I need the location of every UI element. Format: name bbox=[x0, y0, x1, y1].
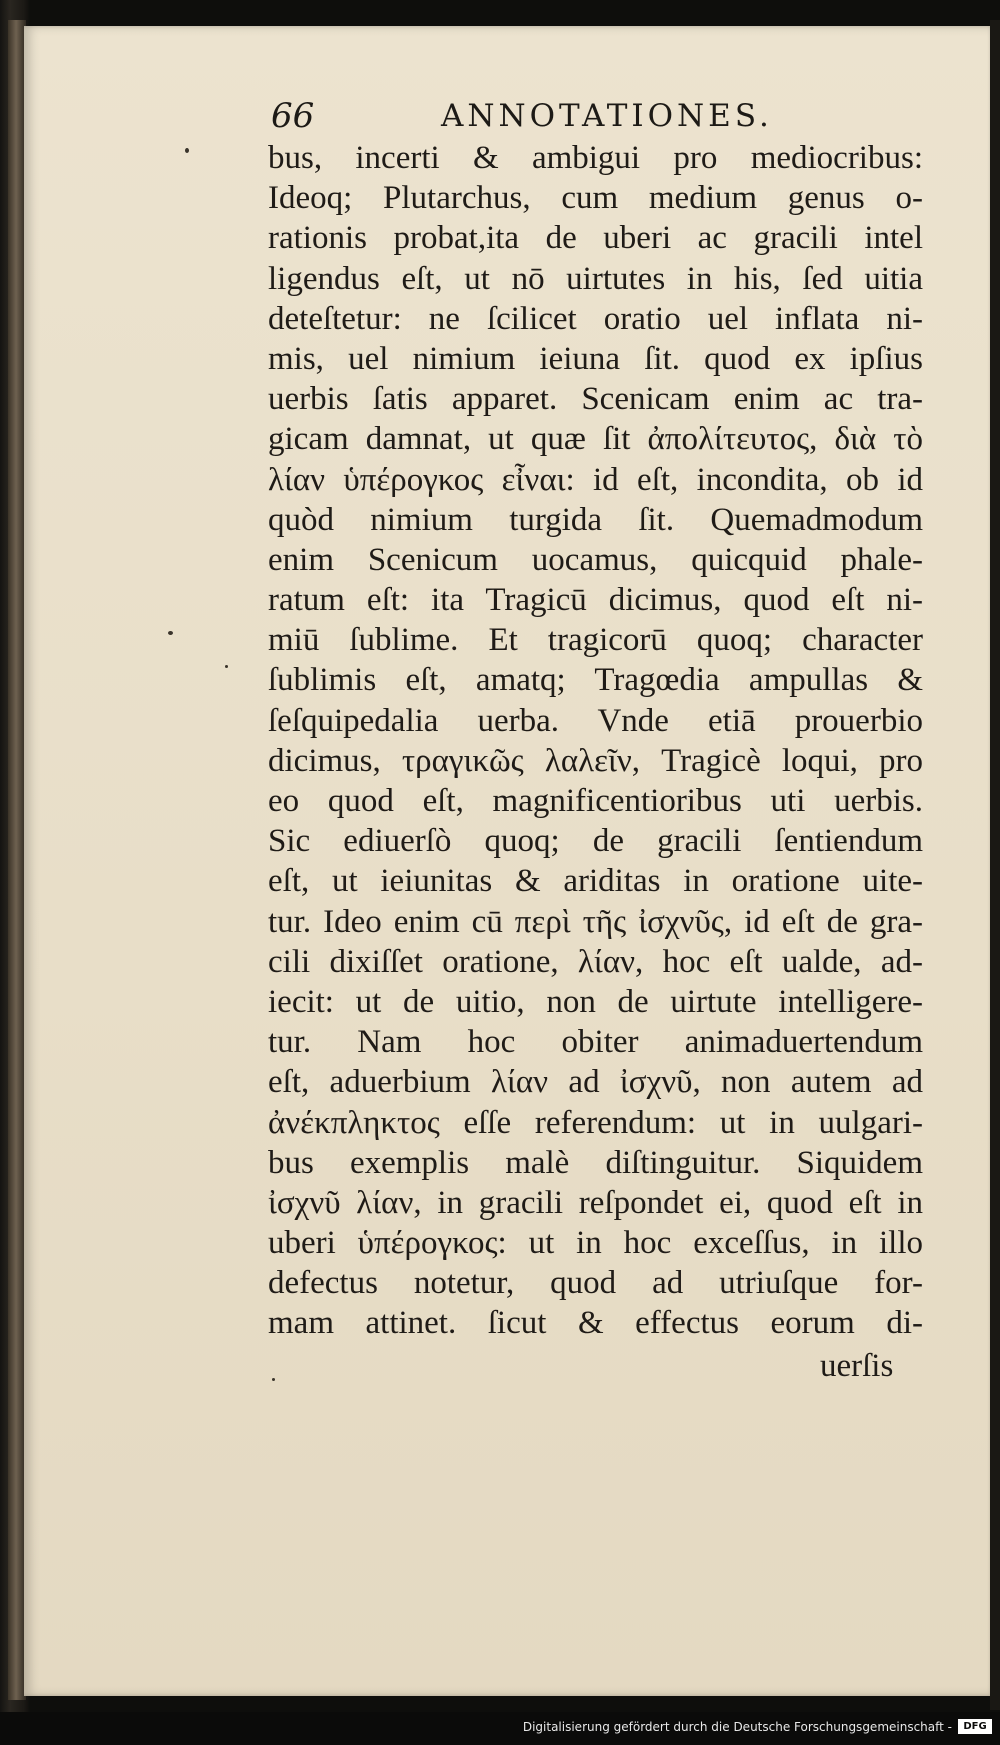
text-line: Ideoq; Plutarchus, cum medium genus o- bbox=[268, 180, 923, 217]
text-line: ἀνέκπληκτος eſſe referendum: ut in uulgari- bbox=[268, 1104, 923, 1141]
text-line: cili dixiſſet oratione, λίαν, hoc eſt ualde, ad- bbox=[268, 943, 923, 980]
text-line: ἰσχνῦ λίαν, in gracili reſpondet ei, quod eſt in bbox=[268, 1184, 923, 1221]
text-line: bus exemplis malè diſtinguitur. Siquidem bbox=[268, 1144, 923, 1181]
text-line: ſublimis eſt, amatq; Tragœdia ampullas & bbox=[268, 662, 923, 699]
text-line: dicimus, τραγικῶς λαλεῖν, Tragicè loqui, pro bbox=[268, 742, 923, 779]
text-line: Sic ediuerſò quoq; de gracili ſentiendum bbox=[268, 823, 923, 860]
text-line: quòd nimium turgida ſit. Quemadmodum bbox=[268, 501, 923, 538]
text-line: tur. Ideo enim cū περὶ τῆς ἰσχνῦς, id eſt de gra- bbox=[268, 903, 923, 940]
text-line: iecit: ut de uitio, non de uirtute intelligere- bbox=[268, 983, 923, 1020]
text-line: gicam damnat, ut quæ ſit ἀπολίτευτος, διὰ τὸ bbox=[268, 421, 923, 458]
text-line: tur. Nam hoc obiter animaduertendum bbox=[268, 1024, 923, 1061]
text-line: defectus notetur, quod ad utriuſque for- bbox=[268, 1265, 923, 1302]
footer-credit: Digitalisierung gefördert durch die Deutsche Forschungsgemeinschaft - bbox=[522, 1720, 952, 1734]
text-line: ligendus eſt, ut nō uirtutes in his, ſed uitia bbox=[268, 260, 923, 297]
page-right-edge bbox=[990, 20, 1000, 1710]
text-line: ſeſquipedalia uerba. Vnde etiā prouerbio bbox=[268, 702, 923, 739]
dfg-logo: DFG bbox=[958, 1719, 992, 1734]
page-number: 66 bbox=[271, 96, 315, 136]
text-line: uberi ὑπέρογκος: ut in hoc exceſſus, in illo bbox=[268, 1225, 923, 1262]
page-speck bbox=[225, 665, 228, 668]
text-line: eſt, aduerbium λίαν ad ἰσχνῦ, non autem ad bbox=[268, 1064, 923, 1101]
text-line: enim Scenicum uocamus, quicquid phale- bbox=[268, 541, 923, 578]
running-head bbox=[271, 96, 791, 140]
text-line: miū ſublime. Et tragicorū quoq; character bbox=[268, 622, 923, 659]
catchword: uerſis bbox=[820, 1348, 894, 1384]
text-line: mam attinet. ſicut & effectus eorum di- bbox=[268, 1305, 923, 1342]
text-line: uerbis ſatis apparet. Scenicam enim ac tra- bbox=[268, 381, 923, 418]
text-line: eſt, ut ieiunitas & ariditas in oratione uite- bbox=[268, 863, 923, 900]
page-speck bbox=[168, 631, 173, 635]
page-speck bbox=[272, 1378, 275, 1381]
running-head-title: ANNOTATIONES. bbox=[441, 98, 773, 134]
text-line: rationis probat,ita de uberi ac gracili intel bbox=[268, 220, 923, 257]
text-line: ratum eſt: ita Tragicū dicimus, quod eſt ni- bbox=[268, 582, 923, 619]
text-line: mis, uel nimium ieiuna ſit. quod ex ipſius bbox=[268, 340, 923, 377]
body-text bbox=[268, 138, 923, 1344]
text-line: bus, incerti & ambigui pro mediocribus: bbox=[268, 140, 923, 176]
page-speck bbox=[185, 148, 189, 153]
text-line: deteſtetur: ne ſcilicet oratio uel inflata ni- bbox=[268, 300, 923, 337]
text-line: λίαν ὑπέρογκος εἶναι: id eſt, incondita, ob id bbox=[268, 461, 923, 498]
text-line: eo quod eſt, magnificentioribus uti uerbis. bbox=[268, 783, 923, 819]
